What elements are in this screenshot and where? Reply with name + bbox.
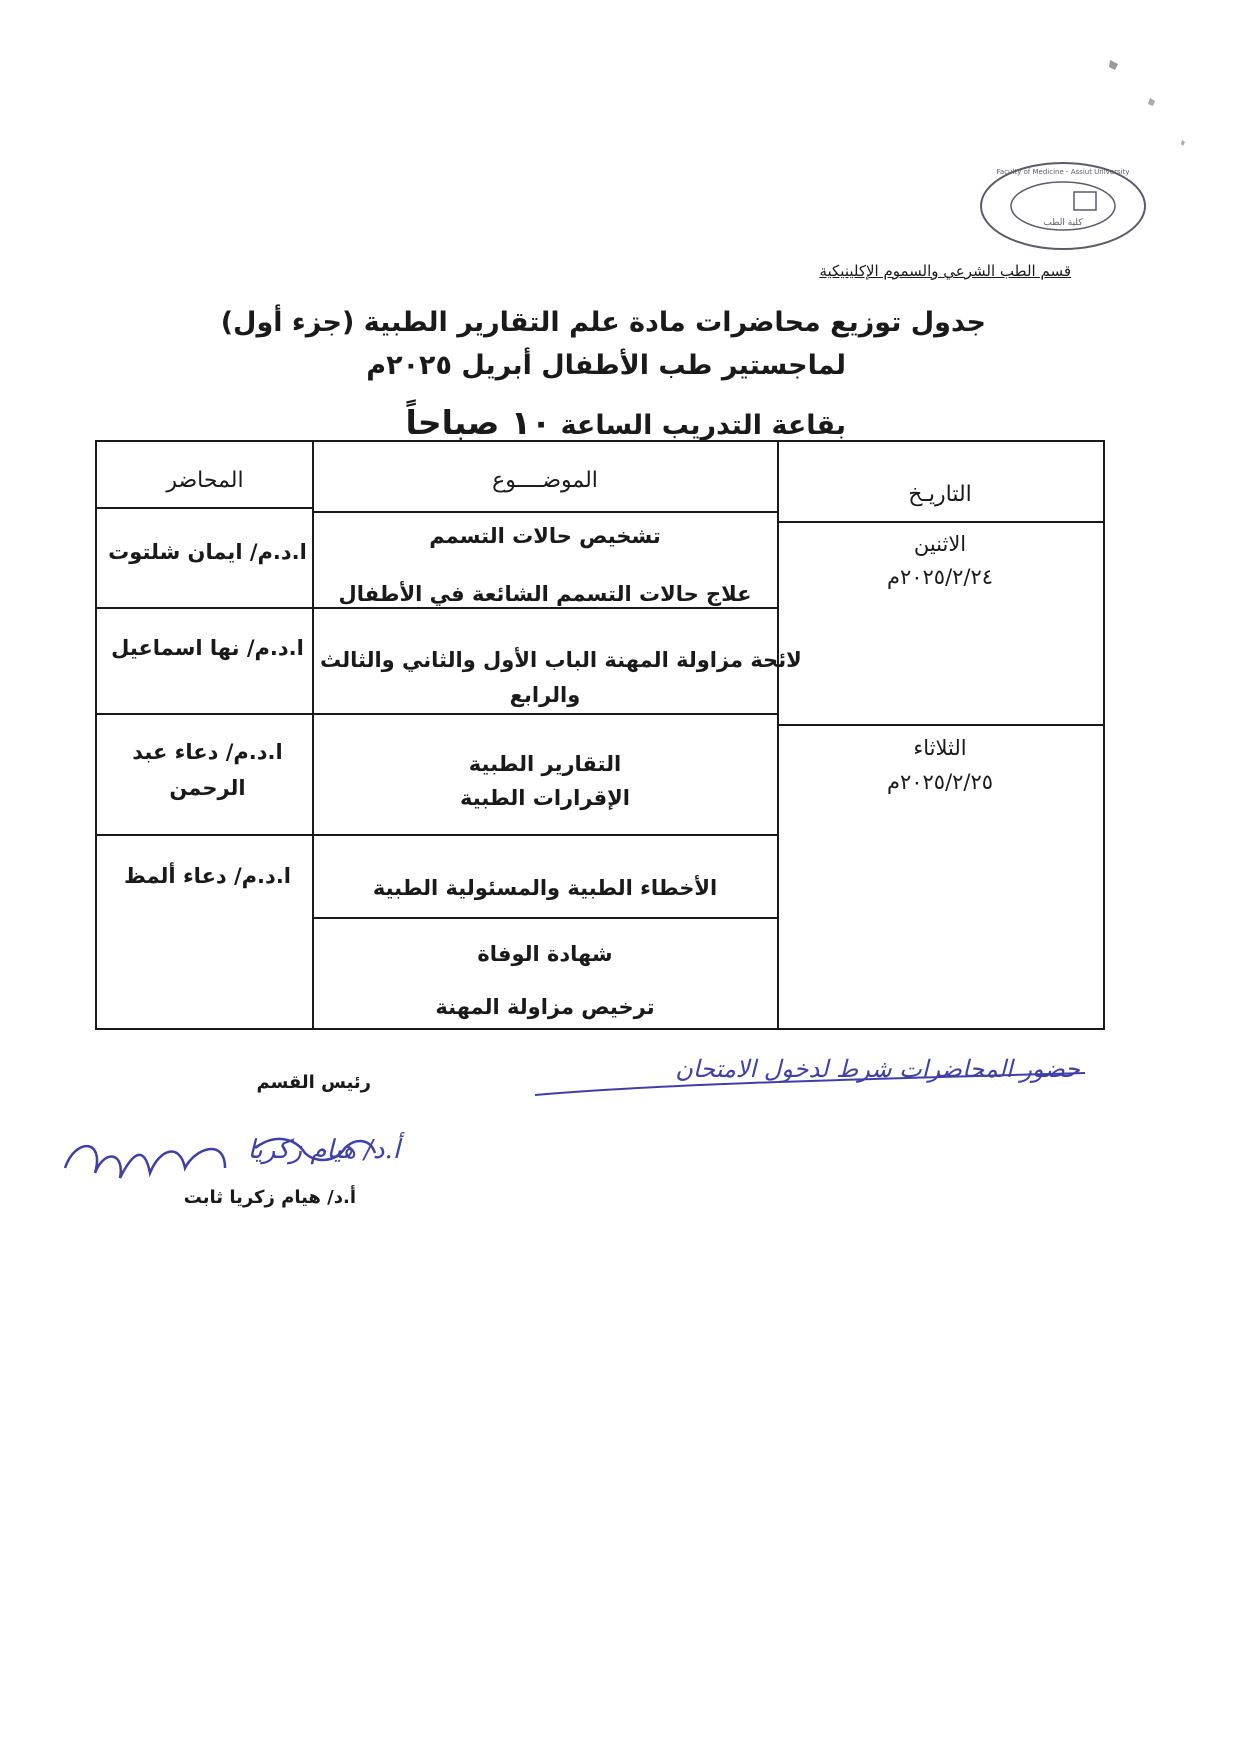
header-lecturer: المحاضر [166,468,244,493]
title-line-1: جدول توزيع محاضرات مادة علم التقارير الطبية (جزء أول) [220,307,986,338]
seal-text-top: Faculty of Medicine - Assiut University [996,168,1130,176]
topic-3a: التقارير الطبية [468,752,622,776]
lecturer-2: ا.د.م/ نها اسماعيل [111,636,304,660]
signature-text: أ.د/ هيام زكريا [247,1135,400,1165]
topic-2b: والرابع [509,683,581,707]
faculty-seal [978,160,1148,252]
signer-name: أ.د/ هيام زكريا ثابت [183,1187,356,1208]
topic-4c: ترخيص مزاولة المهنة [435,995,655,1019]
day-2: الثلاثاء [913,736,967,760]
lecturer-3a: ا.د.م/ دعاء عبد [132,740,283,764]
seal-faculty: كلية الطب [1043,218,1083,228]
date-1: ٢٠٢٥/٢/٢٤م [886,565,994,589]
schedule-table [95,440,1105,1030]
title-line-3 [405,403,846,442]
topic-2a: لائحة مزاولة المهنة الباب الأول والثاني والثالث [320,648,802,672]
head-of-department-label: رئيس القسم [256,1072,371,1093]
title-line-2: لماجستير طب الأطفال أبريل ٢٠٢٥م [366,350,846,381]
topic-4a: الأخطاء الطبية والمسئولية الطبية [372,876,718,900]
day-1: الاثنين [913,532,967,556]
handwritten-note-text: حضور المحاضرات شرط لدخول الامتحان [675,1055,1080,1083]
topic-3b: الإقرارات الطبية [460,786,630,810]
header-topic: الموضــــوع [492,468,598,493]
header-date: التاريـخ [908,482,972,507]
title-line-3-venue: بقاعة التدريب الساعة [560,410,846,441]
topic-1a: تشخيص حالات التسمم [429,524,661,548]
date-2: ٢٠٢٥/٢/٢٥م [886,770,994,794]
lecturer-4: ا.د.م/ دعاء ألمظ [123,864,291,888]
department-name: قسم الطب الشرعي والسموم الإكلينيكية [819,262,1071,280]
topic-4b: شهادة الوفاة [477,942,613,966]
scan-specks [1090,40,1200,160]
topic-1b: علاج حالات التسمم الشائعة في الأطفال [338,582,752,606]
lecturer-3b: الرحمن [169,776,246,800]
signature [55,1118,415,1198]
lecturer-1: ا.د.م/ ايمان شلتوت [108,540,307,564]
title-line-3-time: ١٠ صباحاً [405,403,552,442]
handwritten-note [525,1045,1095,1120]
